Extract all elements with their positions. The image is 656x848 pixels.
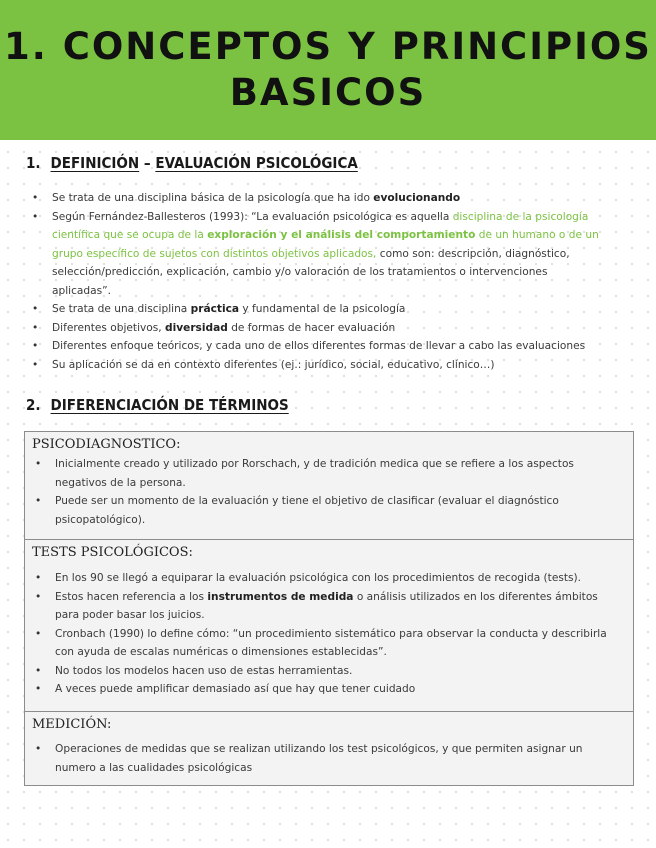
list-item: • Diferentes enfoque teóricos, y cada uno de ellos diferentes formas de llevar a cabo las evaluaciones [28,337,608,356]
section-2-number: 2. [26,396,41,414]
box-title: PSICODIAGNOSTICO: [32,437,181,452]
item-text: Según Fernández-Ballesteros (1993): “La evaluación psicológica es aquella [52,210,453,223]
section-1-heading [26,154,358,172]
item-text: y fundamental de la psicología [239,303,406,315]
item-highlight: disciplina de la psicología científica que se ocupa de la [52,210,589,241]
list-item: • Puede ser un momento de la evaluación y tiene el objetivo de clasificar (evaluar el diagnóstico psicopatológico). [31,492,621,529]
item-bold: práctica [190,303,240,315]
list-item [28,300,608,319]
list-item [28,208,608,301]
section-1-dash: – [139,154,156,172]
item-text: Diferentes objetivos, [52,321,166,334]
section-1-title-b: EVALUACIÓN PSICOLÓGICA [155,154,358,172]
title-banner [0,0,656,140]
list-item: • Inicialmente creado y utilizado por Rorschach, y de tradición medica que se refiere a los aspectos negativos de la persona. [31,455,621,492]
list-item: • A veces puede amplificar demasiado así que hay que tener cuidado [31,680,621,699]
section-1-number: 1. [26,154,41,172]
item-bold: evolucionando [373,192,461,204]
item-bold-highlight: exploración y el análisis del comportamiento [207,229,476,241]
section-1-title-a: DEFINICIÓN [50,154,140,172]
list-item [28,319,608,338]
list-item: • Operaciones de medidas que se realizan utilizando los test psicológicos, y que permiten asignar un numero a las cualidades psicológicas [31,740,621,777]
list-item: • No todos los modelos hacen uso de estas herramientas. [31,662,621,681]
list-item: • En los 90 se llegó a equiparar la evaluación psicológica con los procedimientos de recogida (tests). [31,569,621,588]
item-bold: instrumentos de medida [207,590,354,603]
box-title: MEDICIÓN: [32,717,112,732]
item-text: Se trata de una disciplina básica de la psicología que ha ido [52,192,374,204]
box-list [31,455,621,529]
list-item [31,588,621,625]
list-item [28,189,608,208]
item-highlight: de un humano o de un grupo específico de sujetos con distintos objetivos aplicados, [52,229,599,260]
item-text: o análisis utilizados en los diferentes ámbitos para poder basar los juicios. [55,590,598,621]
item-text: Se trata de una disciplina [52,303,191,315]
box-list [31,740,621,777]
item-text: Estos hacen referencia a los [55,590,208,603]
psicodiagnostico-box [24,431,634,540]
box-title: TESTS PSICOLÓGICOS: [32,545,193,560]
medicion-box [24,711,634,786]
definition-list [28,189,608,374]
box-list [31,569,621,699]
list-item: • Cronbach (1990) lo define cómo: “un procedimiento sistemático para observar la conducta y describirla con ayuda de escalas numéricas o dimensiones establecidas”. [31,625,621,662]
list-item: • Su aplicación se da en contexto diferentes (ej.: jurídico, social, educativo, clínico…) [28,356,608,375]
page-title-line-2: BASICOS [229,71,427,114]
item-text: de formas de hacer evaluación [227,321,396,334]
page-title-line-1: 1. CONCEPTOS Y PRINCIPIOS [4,25,652,68]
section-2-title: DIFERENCIACIÓN DE TÉRMINOS [50,396,289,414]
tests-psicologicos-box [24,539,634,712]
item-bold: diversidad [165,321,228,334]
item-text: como son: descripción, diagnóstico, selección/predicción, explicación, cambio y/o valoración de los tratamientos o intervenciones aplicadas”. [52,247,570,297]
section-2-heading [26,396,289,414]
